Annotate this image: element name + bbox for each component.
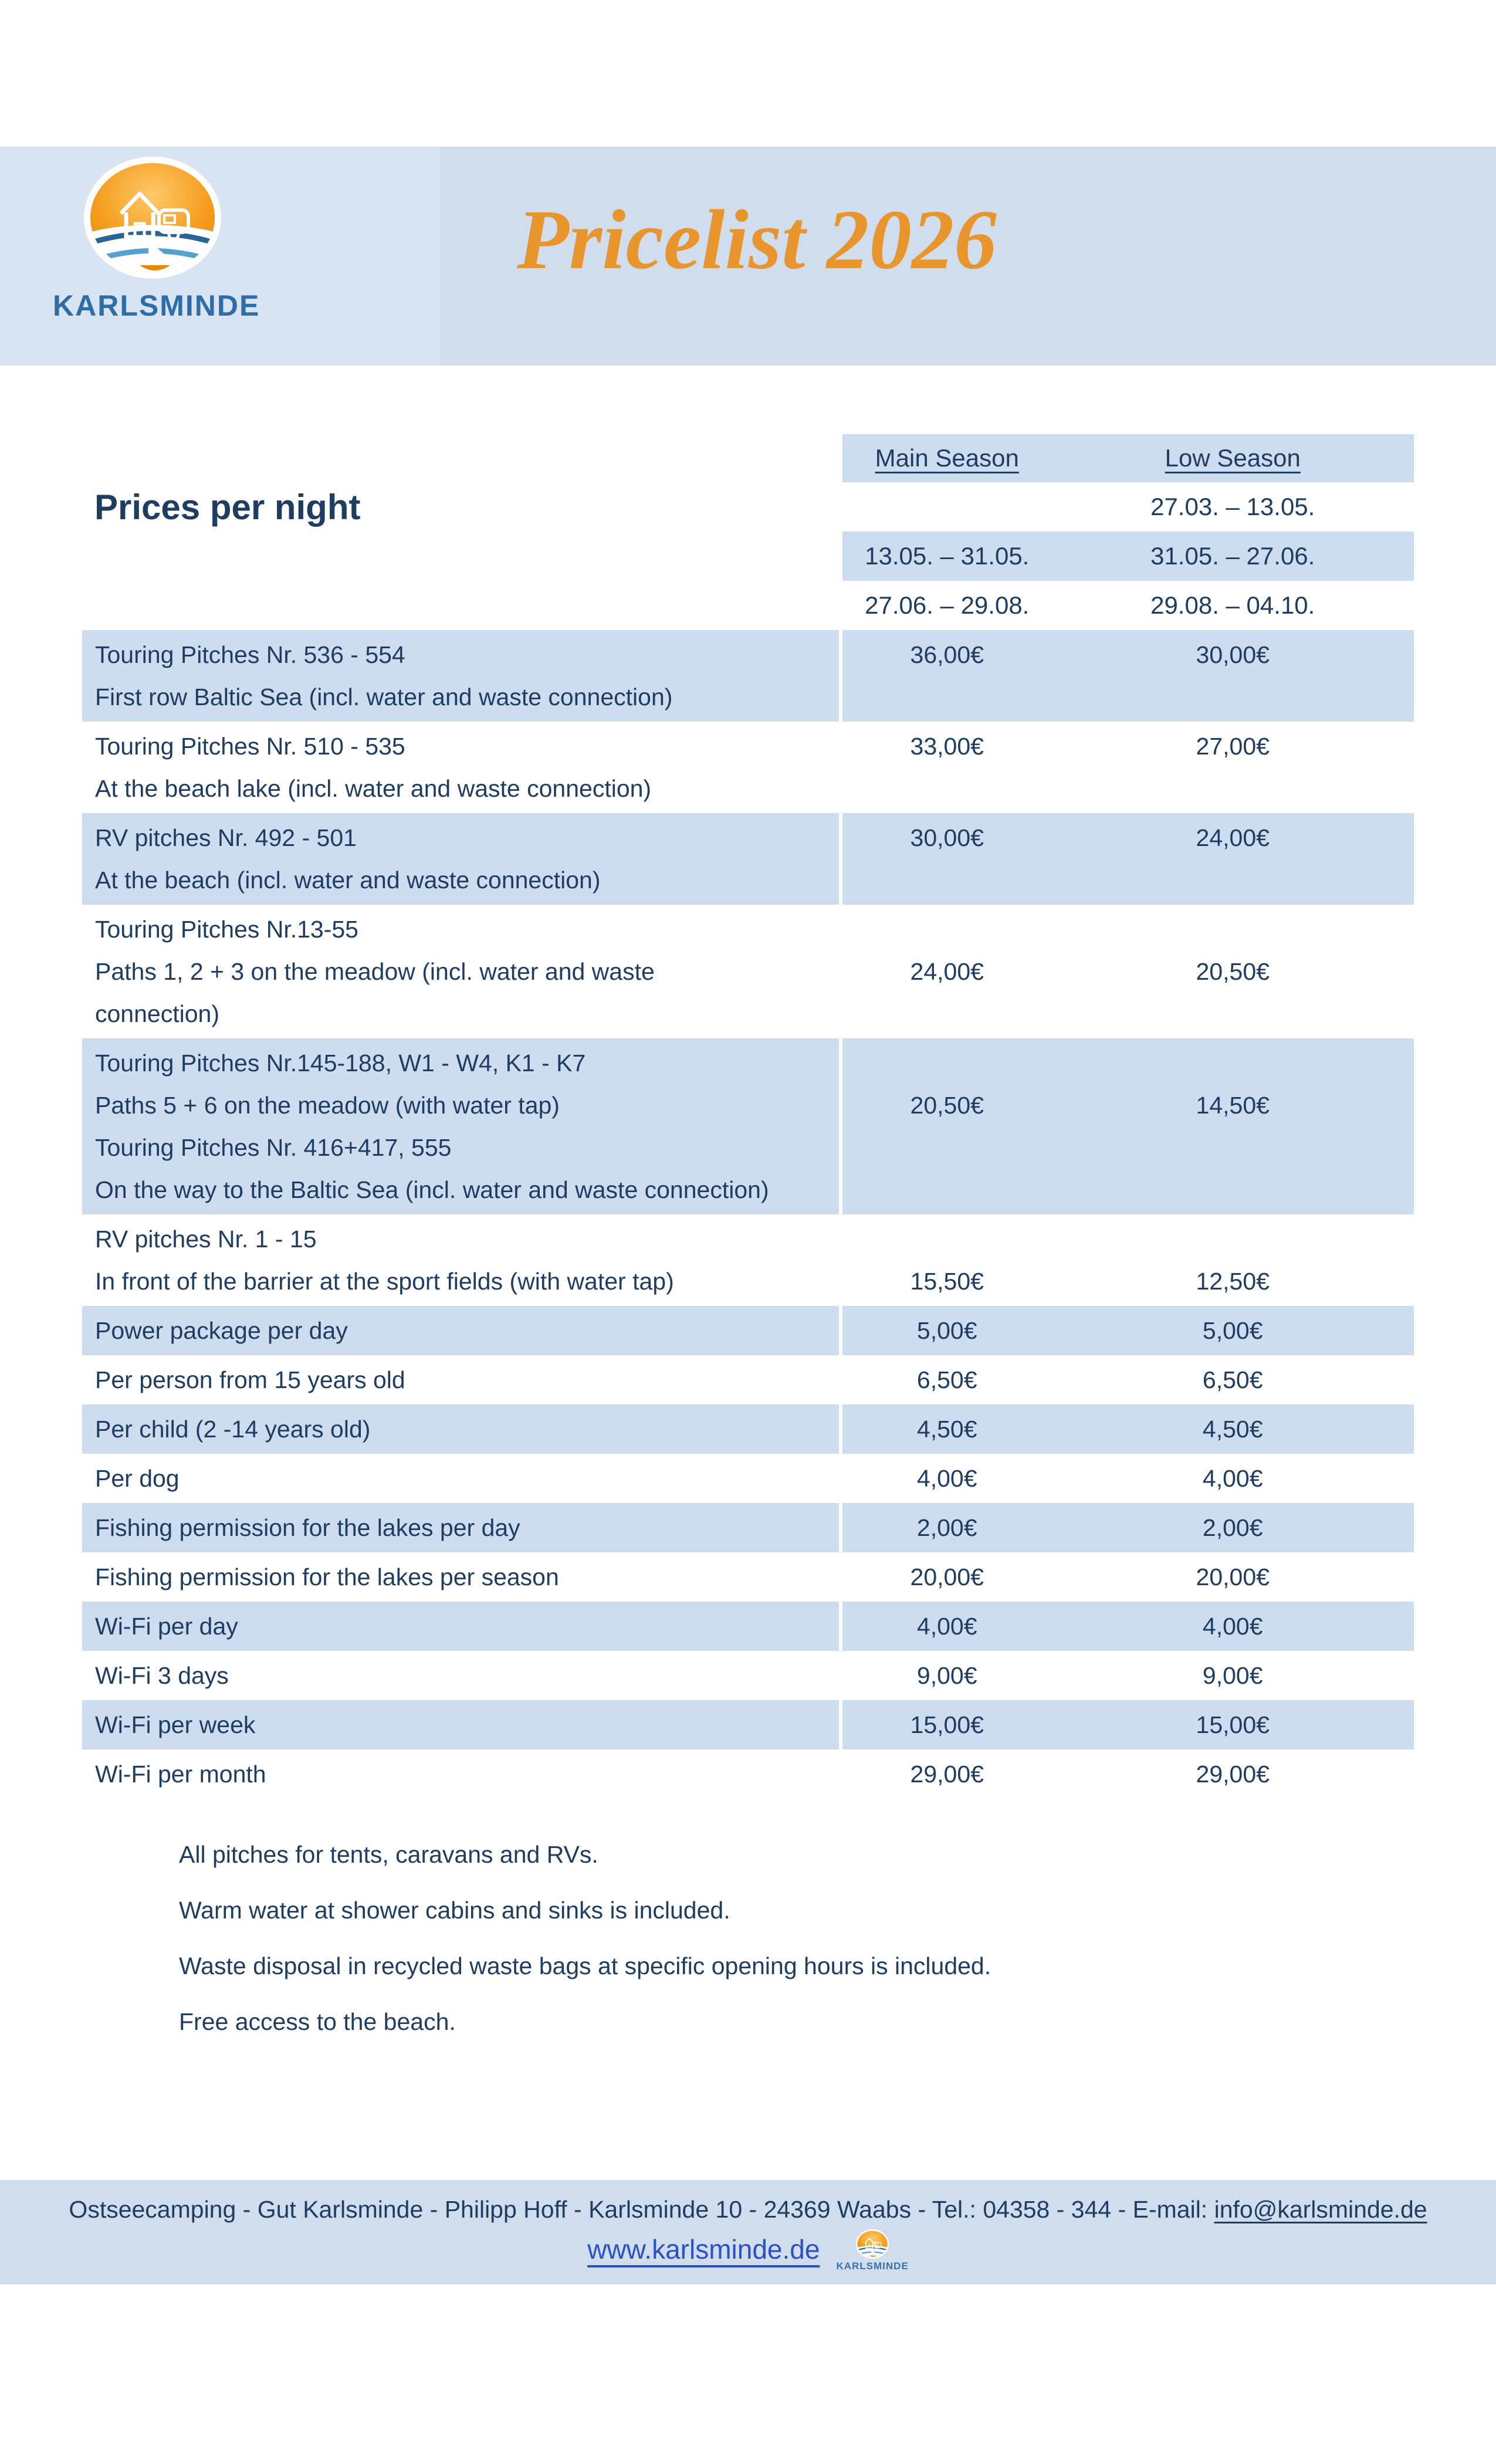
footer-band — [0, 2180, 1496, 2284]
row-label-line: RV pitches Nr. 1 - 15 — [95, 1226, 317, 1253]
note-line: Waste disposal in recycled waste bags at specific opening hours is included. — [179, 1952, 991, 1979]
season-header-spacer — [82, 434, 842, 482]
price-cell-low — [1051, 1042, 1414, 1211]
price-main: 24,00€ — [910, 958, 984, 985]
season-header-low: Low Season — [1165, 444, 1301, 472]
price-main: 9,00€ — [916, 1662, 977, 1689]
date-cell-low — [1051, 493, 1414, 521]
karlsminde-logo-icon — [82, 155, 223, 280]
price-main: 36,00€ — [910, 641, 984, 668]
footer-links-row — [0, 2233, 1496, 2272]
price-low: 30,00€ — [1196, 641, 1270, 668]
price-cell-main — [842, 1507, 1051, 1549]
contact-line — [0, 2196, 1496, 2223]
season-date-cells — [842, 482, 1414, 532]
row-label — [82, 1651, 839, 1700]
price-cell-low — [1051, 1309, 1414, 1352]
row-label-line: Fishing permission for the lakes per season — [95, 1563, 559, 1590]
row-label — [82, 1749, 839, 1799]
row-prices — [842, 1355, 1414, 1404]
footer-logo-wordmark: KARLSMINDE — [836, 2260, 909, 2272]
row-prices — [842, 905, 1414, 1038]
price-cell-low — [1051, 1218, 1414, 1302]
prices-per-night-heading: Prices per night — [94, 488, 361, 527]
row-label — [82, 905, 839, 1038]
season-date-row — [82, 532, 1414, 581]
note-line: Warm water at shower cabins and sinks is included. — [179, 1897, 730, 1924]
price-main: 29,00€ — [910, 1761, 984, 1788]
price-cell-main — [842, 1309, 1051, 1352]
row-prices — [842, 1602, 1414, 1651]
table-row — [82, 1038, 1414, 1214]
price-cell-low — [1051, 908, 1414, 1035]
row-label — [82, 1552, 839, 1602]
price-cell-low — [1051, 817, 1414, 901]
row-label — [82, 1214, 839, 1306]
price-cell-main — [842, 1457, 1051, 1500]
price-main: 30,00€ — [910, 824, 984, 851]
date-main: 27.06. – 29.08. — [865, 591, 1030, 619]
row-prices — [842, 630, 1414, 722]
row-label-line: Wi-Fi per week — [95, 1711, 256, 1738]
row-prices — [842, 1749, 1414, 1799]
date-cell-main — [842, 591, 1051, 620]
table-row — [82, 905, 1414, 1038]
price-low: 27,00€ — [1196, 733, 1270, 760]
date-low: 31.05. – 27.06. — [1150, 542, 1315, 570]
price-main: 15,50€ — [910, 1268, 984, 1295]
price-low: 9,00€ — [1202, 1662, 1263, 1689]
table-row — [82, 813, 1414, 905]
price-main: 20,50€ — [910, 1092, 984, 1119]
table-row — [82, 1700, 1414, 1749]
price-cell-main — [842, 1605, 1051, 1647]
price-low: 24,00€ — [1196, 824, 1270, 851]
date-cell-low — [1051, 542, 1414, 570]
row-label — [82, 630, 839, 722]
email-link[interactable]: info@karlsminde.de — [1214, 2196, 1427, 2223]
price-main: 4,00€ — [916, 1465, 977, 1492]
price-cell-main — [842, 725, 1051, 810]
season-date-cells — [842, 581, 1414, 630]
row-label — [82, 1503, 839, 1552]
row-label-line: On the way to the Baltic Sea (incl. water and waste connection) — [95, 1176, 769, 1203]
row-label-line: Per child (2 -14 years old) — [95, 1416, 371, 1443]
row-prices — [842, 1651, 1414, 1700]
row-prices — [842, 722, 1414, 813]
row-prices — [842, 1454, 1414, 1503]
table-row — [82, 1214, 1414, 1306]
row-prices — [842, 1214, 1414, 1306]
price-cell-low — [1051, 725, 1414, 810]
table-row — [82, 722, 1414, 813]
table-row — [82, 630, 1414, 722]
logo-wordmark: KARLSMINDE — [53, 289, 260, 322]
price-main: 15,00€ — [910, 1711, 984, 1738]
row-label-line: Wi-Fi per month — [95, 1761, 266, 1788]
season-date-spacer — [82, 581, 842, 630]
price-low: 20,00€ — [1196, 1563, 1270, 1590]
row-label — [82, 1306, 839, 1355]
row-label-line: In front of the barrier at the sport fields (with water tap) — [95, 1268, 674, 1295]
row-label-line: Touring Pitches Nr.145-188, W1 - W4, K1 - K7 — [95, 1050, 586, 1077]
table-row — [82, 1602, 1414, 1651]
price-low: 4,00€ — [1202, 1613, 1263, 1640]
date-low: 27.03. – 13.05. — [1150, 493, 1315, 520]
row-prices — [842, 1700, 1414, 1749]
footer-logo-block — [836, 2229, 908, 2272]
season-col-low — [1051, 444, 1414, 472]
season-date-row — [82, 581, 1414, 630]
price-cell-low — [1051, 1704, 1414, 1746]
row-label — [82, 813, 839, 905]
row-label-line: Per dog — [95, 1465, 180, 1492]
date-low: 29.08. – 04.10. — [1150, 591, 1315, 619]
price-cell-low — [1051, 1556, 1414, 1598]
karlsminde-logo-small-icon — [855, 2229, 889, 2259]
price-cell-main — [842, 1654, 1051, 1697]
price-cell-main — [842, 1218, 1051, 1302]
row-label-line: Paths 5 + 6 on the meadow (with water tap) — [95, 1092, 560, 1119]
price-low: 14,50€ — [1196, 1092, 1270, 1119]
table-row — [82, 1454, 1414, 1503]
price-low: 15,00€ — [1196, 1711, 1270, 1738]
price-main: 20,00€ — [910, 1563, 984, 1590]
price-main: 2,00€ — [916, 1514, 977, 1541]
price-main: 5,00€ — [916, 1317, 977, 1344]
price-cell-low — [1051, 1654, 1414, 1697]
season-date-spacer — [82, 532, 842, 581]
row-prices — [842, 1503, 1414, 1552]
row-label-line: connection) — [95, 1000, 219, 1027]
row-label-line: At the beach lake (incl. water and waste connection) — [95, 775, 652, 802]
table-row — [82, 1503, 1414, 1552]
row-label-line: Wi-Fi per day — [95, 1613, 238, 1640]
season-header-cells — [842, 434, 1414, 482]
row-label — [82, 1404, 839, 1454]
row-label — [82, 1602, 839, 1651]
price-cell-main — [842, 817, 1051, 901]
row-label — [82, 1454, 839, 1503]
note-line: Free access to the beach. — [179, 2008, 456, 2035]
price-cell-low — [1051, 1457, 1414, 1500]
price-cell-main — [842, 634, 1051, 718]
row-label-line: Touring Pitches Nr. 536 - 554 — [95, 641, 405, 668]
website-link[interactable]: www.karlsminde.de — [587, 2234, 820, 2265]
row-prices — [842, 1552, 1414, 1602]
price-cell-low — [1051, 1408, 1414, 1450]
season-header-main: Main Season — [875, 444, 1019, 472]
price-low: 4,50€ — [1202, 1416, 1263, 1443]
row-label-line: Touring Pitches Nr. 510 - 535 — [95, 733, 405, 760]
row-label-line: Paths 1, 2 + 3 on the meadow (incl. water and waste — [95, 958, 655, 985]
price-low: 4,00€ — [1202, 1465, 1263, 1492]
row-label-line: Touring Pitches Nr.13-55 — [95, 916, 358, 943]
table-row — [82, 1651, 1414, 1700]
price-low: 5,00€ — [1202, 1317, 1263, 1344]
row-label — [82, 1700, 839, 1749]
price-cell-main — [842, 1753, 1051, 1795]
row-prices — [842, 1404, 1414, 1454]
price-cell-low — [1051, 1605, 1414, 1647]
price-main: 6,50€ — [916, 1366, 977, 1393]
row-label-line: At the beach (incl. water and waste connection) — [95, 867, 601, 893]
season-date-row — [82, 482, 1414, 532]
table-row — [82, 1552, 1414, 1602]
row-label-line: RV pitches Nr. 492 - 501 — [95, 824, 357, 851]
price-low: 29,00€ — [1196, 1761, 1270, 1788]
row-label-line: Power package per day — [95, 1317, 348, 1344]
row-label-line: Wi-Fi 3 days — [95, 1662, 229, 1689]
notes — [179, 1841, 991, 2064]
price-low: 6,50€ — [1202, 1366, 1263, 1393]
table-row — [82, 1355, 1414, 1404]
row-label — [82, 1355, 839, 1404]
row-label — [82, 722, 839, 813]
row-prices — [842, 813, 1414, 905]
price-cell-main — [842, 1408, 1051, 1450]
table-row — [82, 1749, 1414, 1799]
row-label — [82, 1038, 839, 1214]
date-cell-low — [1051, 591, 1414, 620]
date-cell-main — [842, 542, 1051, 570]
price-main: 33,00€ — [910, 733, 984, 760]
row-label-line: Per person from 15 years old — [95, 1366, 405, 1393]
price-low: 12,50€ — [1196, 1268, 1270, 1295]
season-header-row — [82, 434, 1414, 482]
price-main: 4,00€ — [916, 1613, 977, 1640]
price-cell-main — [842, 908, 1051, 1035]
note-line: All pitches for tents, caravans and RVs. — [179, 1841, 598, 1868]
price-main: 4,50€ — [916, 1416, 977, 1443]
price-cell-main — [842, 1556, 1051, 1598]
row-prices — [842, 1038, 1414, 1214]
date-main: 13.05. – 31.05. — [865, 542, 1030, 570]
price-cell-main — [842, 1359, 1051, 1401]
page-title: Pricelist 2026 — [517, 193, 997, 287]
season-col-main — [842, 444, 1051, 472]
row-label-line: Fishing permission for the lakes per day — [95, 1514, 520, 1541]
season-date-cells — [842, 532, 1414, 581]
price-cell-low — [1051, 634, 1414, 718]
price-cell-low — [1051, 1359, 1414, 1401]
price-cell-low — [1051, 1753, 1414, 1795]
table-row — [82, 1404, 1414, 1454]
row-label-line: First row Baltic Sea (incl. water and waste connection) — [95, 683, 673, 710]
row-prices — [842, 1306, 1414, 1355]
price-cell-main — [842, 1704, 1051, 1746]
contact-text: Ostseecamping - Gut Karlsminde - Philipp Hoff - Karlsminde 10 - 24369 Waabs - Tel.: 04358 - 344 - E-mail: — [69, 2196, 1214, 2223]
season-date-spacer — [82, 482, 842, 532]
table-row — [82, 1306, 1414, 1355]
price-low: 20,50€ — [1196, 958, 1270, 985]
price-cell-low — [1051, 1507, 1414, 1549]
row-label-line: Touring Pitches Nr. 416+417, 555 — [95, 1134, 452, 1161]
price-low: 2,00€ — [1202, 1514, 1263, 1541]
price-cell-main — [842, 1042, 1051, 1211]
price-table — [82, 434, 1414, 1799]
